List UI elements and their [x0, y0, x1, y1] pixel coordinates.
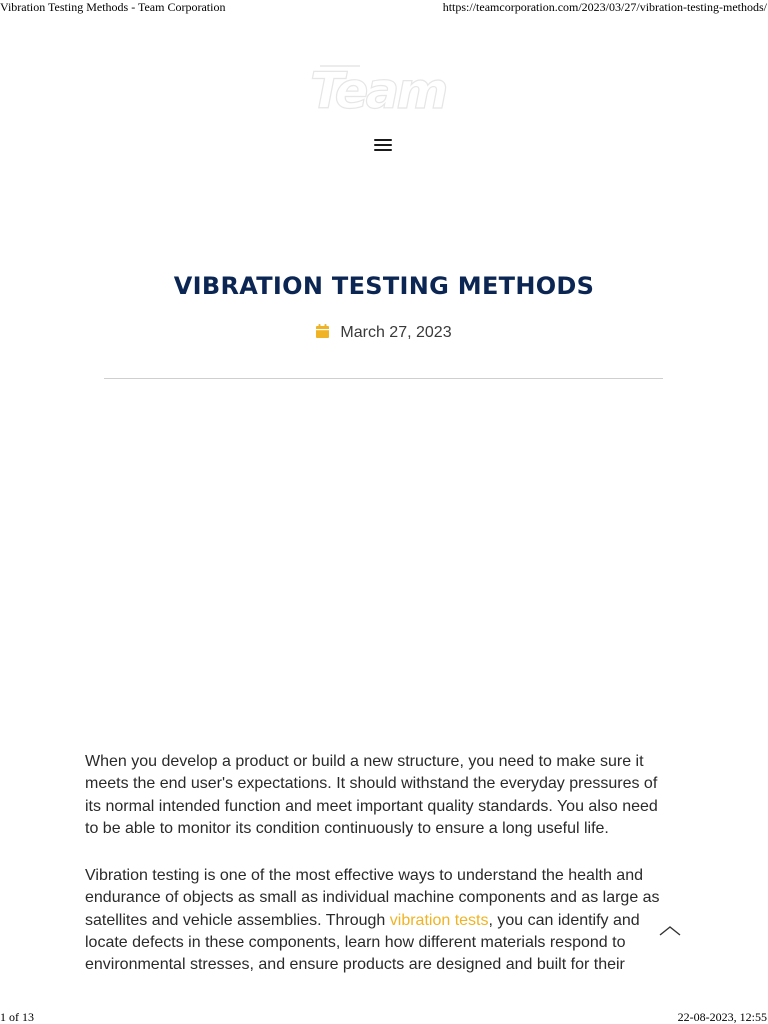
print-page-number: 1 of 13 — [0, 1010, 34, 1024]
chevron-up-icon — [656, 920, 684, 942]
paragraph-vibration: Vibration testing is one of the most effective ways to understand the health and endurance of objects as small as individual machine components and as large as satellites and vehicle assemblies. Through vibration tests, you can identify and locate defects in these components, learn how different materials respond to environmental stresses, and ensure products are designed and built for their — [85, 867, 660, 974]
team-logo-graphic — [306, 58, 462, 116]
vibration-tests-link[interactable]: vibration tests — [389, 911, 489, 929]
print-datetime: 22-08-2023, 12:55 — [677, 1010, 767, 1024]
site-logo[interactable] — [306, 58, 462, 116]
calendar-icon — [316, 324, 329, 338]
post-date: March 27, 2023 — [340, 324, 452, 341]
page-title: VIBRATION TESTING METHODS — [173, 272, 595, 300]
print-page-title: Vibration Testing Methods - Team Corporation — [0, 0, 226, 14]
print-page-url[interactable]: https://teamcorporation.com/2023/03/27/vibration-testing-methods/ — [442, 0, 767, 14]
hamburger-menu-icon[interactable] — [372, 136, 394, 154]
post-meta — [0, 322, 768, 344]
scroll-to-top-button[interactable] — [656, 920, 684, 942]
print-footer — [0, 1010, 768, 1024]
paragraph-intro: When you develop a product or build a new structure, you need to make sure it meets the end user's expectations. It should withstand the everyday pressures of its normal intended function and meet important quality standards. You also need to be able to monitor its condition continuously to ensure a long useful life. — [85, 753, 658, 837]
post-body — [85, 751, 675, 1002]
logo-wordmark: Team — [310, 62, 446, 116]
title-divider — [104, 378, 663, 379]
print-header — [0, 0, 768, 14]
